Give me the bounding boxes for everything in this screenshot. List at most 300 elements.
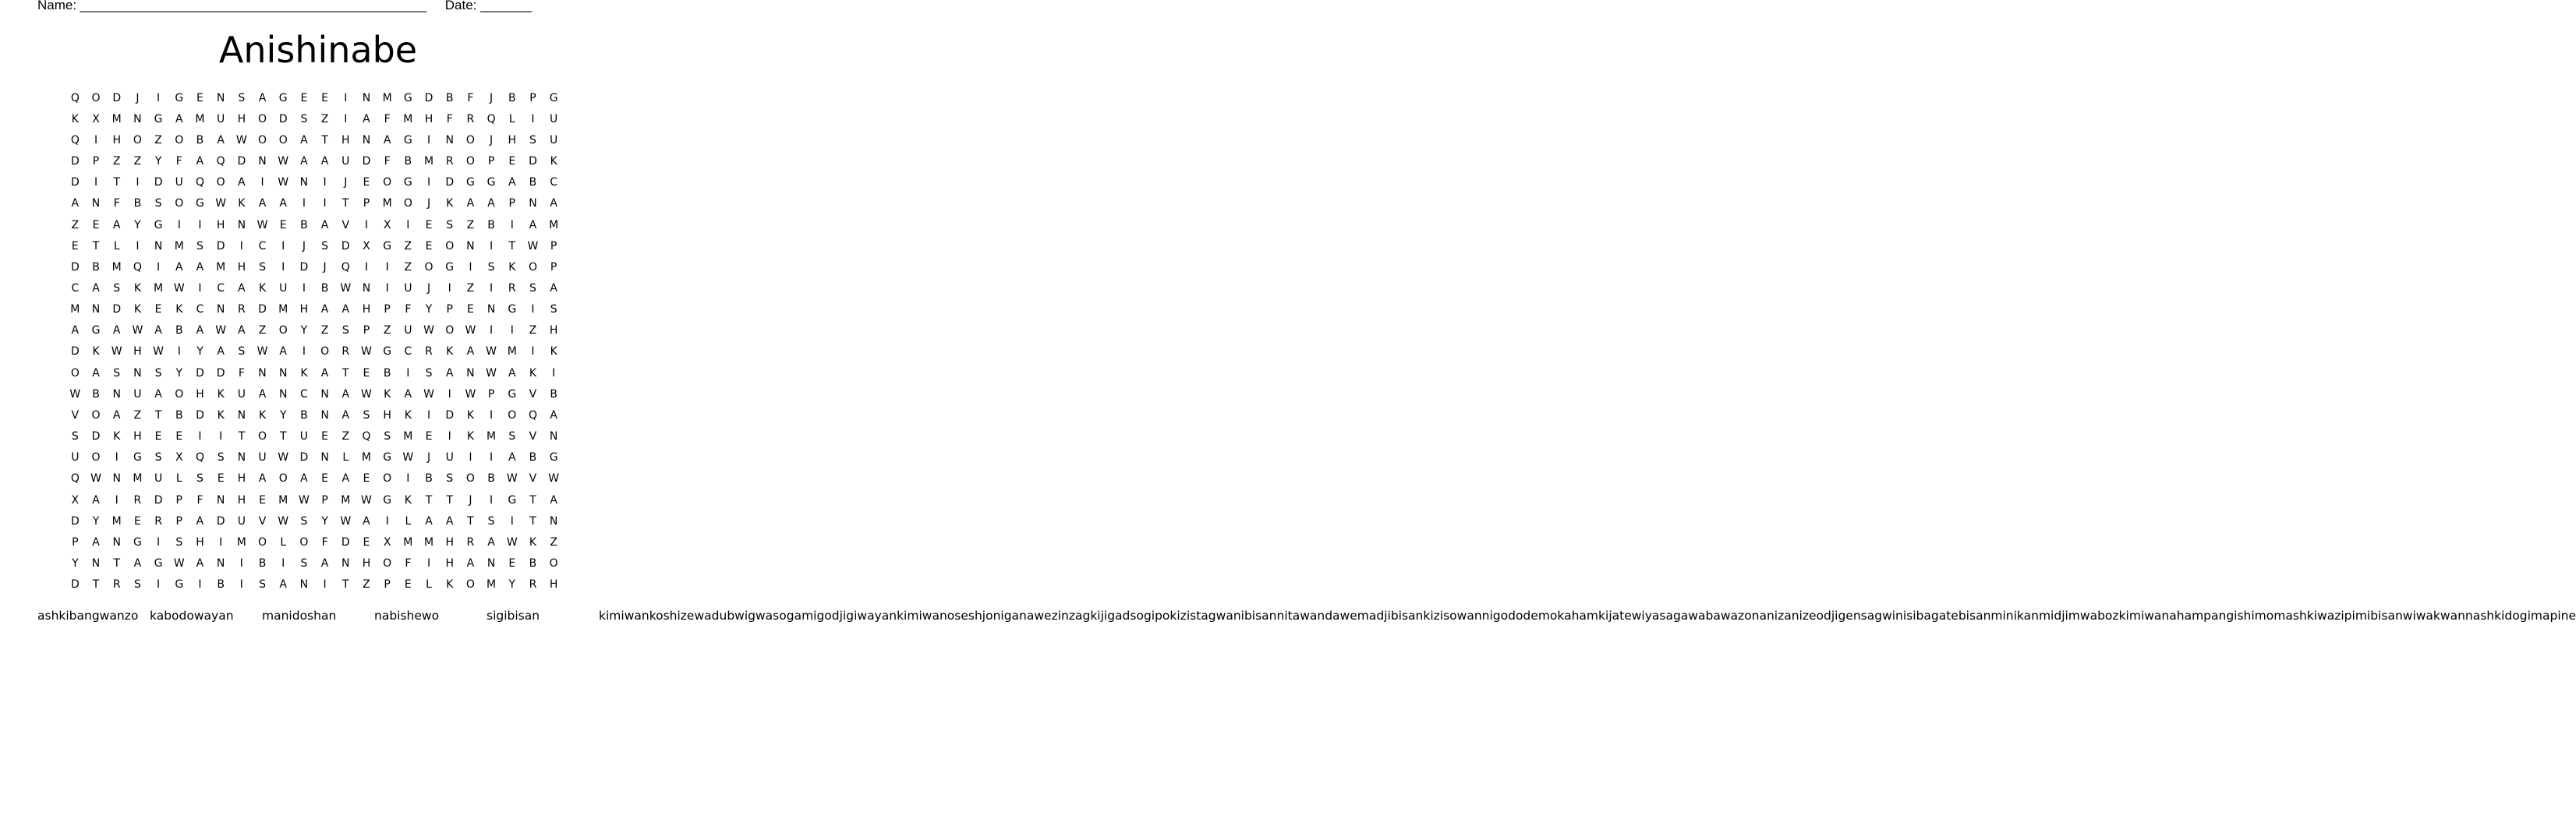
grid-cell: M xyxy=(111,260,122,274)
grid-cell: W xyxy=(257,345,268,359)
grid-cell: R xyxy=(154,514,162,528)
grid-cell: Y xyxy=(196,345,203,359)
grid-cell: B xyxy=(196,133,204,147)
grid-cell: H xyxy=(196,535,204,549)
grid-cell: I xyxy=(219,535,223,549)
grid-cell: W xyxy=(423,324,434,337)
grid-cell: A xyxy=(341,303,350,316)
grid-cell: A xyxy=(92,366,100,380)
grid-cell: X xyxy=(363,239,370,253)
grid-cell: I xyxy=(510,514,514,528)
grid-cell: L xyxy=(508,112,515,125)
grid-cell: N xyxy=(154,239,163,253)
grid-cell: A xyxy=(112,324,121,337)
grid-cell: S xyxy=(238,345,246,359)
grid-cell: J xyxy=(426,451,431,464)
grid-cell: I xyxy=(157,91,161,104)
grid-cell: Y xyxy=(154,155,162,168)
grid-cell: A xyxy=(550,493,557,507)
grid-cell: N xyxy=(258,155,267,168)
grid-cell: T xyxy=(113,557,120,570)
grid-cell: W xyxy=(257,218,268,231)
grid-cell: H xyxy=(237,112,246,125)
word-item: nashkid xyxy=(2465,609,2513,623)
grid-cell: I xyxy=(385,281,389,295)
grid-cell: O xyxy=(216,176,225,189)
word-item: kabodowayan xyxy=(150,609,234,623)
letter-grid xyxy=(65,87,564,595)
grid-cell: Z xyxy=(550,535,557,549)
grid-cell: S xyxy=(446,218,454,231)
grid-cell: I xyxy=(323,578,327,592)
grid-cell: T xyxy=(529,493,536,507)
grid-cell: K xyxy=(217,408,225,422)
grid-cell: W xyxy=(465,387,476,401)
grid-cell: R xyxy=(508,281,516,295)
grid-cell: N xyxy=(549,514,558,528)
grid-cell: G xyxy=(403,91,412,104)
grid-cell: O xyxy=(258,133,267,147)
grid-cell: K xyxy=(384,387,391,401)
grid-cell: O xyxy=(424,260,433,274)
grid-cell: A xyxy=(320,557,329,570)
grid-cell: W xyxy=(361,387,372,401)
grid-cell: I xyxy=(94,133,98,147)
grid-cell: I xyxy=(115,451,119,464)
word-item: awezinzag xyxy=(1026,609,1091,623)
grid-cell: F xyxy=(405,557,412,570)
grid-cell: L xyxy=(426,578,432,592)
grid-cell: I xyxy=(490,408,494,422)
grid-cell: P xyxy=(363,324,370,337)
grid-cell: A xyxy=(320,366,329,380)
grid-cell: A xyxy=(238,324,246,337)
grid-cell: T xyxy=(342,578,349,592)
grid-cell: Y xyxy=(72,557,79,570)
grid-cell: E xyxy=(71,239,79,253)
grid-cell: O xyxy=(278,472,288,486)
grid-cell: O xyxy=(133,133,142,147)
grid-cell: W xyxy=(423,387,434,401)
word-item: shjonigan xyxy=(968,609,1027,623)
grid-cell: U xyxy=(258,451,267,464)
grid-cell: S xyxy=(71,430,79,443)
word-item: minikan xyxy=(1990,609,2039,623)
word-item: mokaham xyxy=(1537,609,1599,623)
grid-cell: J xyxy=(136,91,140,104)
grid-cell: F xyxy=(238,366,245,380)
word-item: nigodode xyxy=(1481,609,1538,623)
grid-cell: M xyxy=(133,472,143,486)
grid-cell: C xyxy=(258,239,267,253)
word-item: sigibisan xyxy=(487,609,540,623)
word-item: wiwakwan xyxy=(2402,609,2465,623)
grid-cell: Q xyxy=(70,472,80,486)
word-item: pine xyxy=(2549,609,2576,623)
word-item: manidoshan xyxy=(262,609,337,623)
grid-cell: X xyxy=(71,493,80,507)
grid-cell: V xyxy=(529,430,537,443)
grid-cell: A xyxy=(550,197,557,210)
word-item: kizisowan xyxy=(1423,609,1482,623)
grid-cell: M xyxy=(216,260,226,274)
grid-cell: G xyxy=(175,578,184,592)
word-item: midjim xyxy=(2038,609,2080,623)
grid-cell: Y xyxy=(175,366,183,380)
grid-cell: V xyxy=(529,472,537,486)
word-item: kimiwanaham xyxy=(2118,609,2204,623)
grid-cell: S xyxy=(550,303,557,316)
grid-cell: E xyxy=(279,218,287,231)
grid-cell: M xyxy=(278,493,288,507)
grid-cell: G xyxy=(383,493,392,507)
grid-cell: N xyxy=(91,197,101,210)
grid-cell: S xyxy=(341,324,349,337)
grid-cell: M xyxy=(174,239,184,253)
grid-cell: U xyxy=(404,324,412,337)
grid-cell: I xyxy=(531,303,535,316)
grid-cell: H xyxy=(341,133,350,147)
grid-cell: W xyxy=(132,324,143,337)
grid-cell: Z xyxy=(341,430,350,443)
grid-cell: S xyxy=(300,112,308,125)
grid-cell: K xyxy=(529,535,537,549)
grid-cell: K xyxy=(550,345,557,359)
grid-cell: I xyxy=(385,514,389,528)
grid-cell: C xyxy=(217,281,225,295)
grid-cell: I xyxy=(198,281,202,295)
grid-cell: G xyxy=(91,324,101,337)
grid-cell: E xyxy=(508,557,516,570)
grid-cell: W xyxy=(278,451,289,464)
grid-cell: W xyxy=(506,535,518,549)
grid-cell: G xyxy=(133,451,142,464)
grid-cell: K xyxy=(446,578,454,592)
grid-cell: A xyxy=(196,557,204,570)
grid-cell: A xyxy=(112,408,121,422)
grid-cell: D xyxy=(112,91,122,104)
grid-cell: E xyxy=(196,91,203,104)
grid-cell: R xyxy=(466,112,475,125)
word-item: nanizanize xyxy=(1751,609,1817,623)
grid-cell: O xyxy=(383,557,392,570)
grid-cell: A xyxy=(196,324,204,337)
grid-cell: H xyxy=(445,557,454,570)
grid-cell: O xyxy=(91,408,101,422)
grid-cell: P xyxy=(92,155,100,168)
grid-cell: K xyxy=(300,366,308,380)
grid-cell: O xyxy=(278,133,288,147)
grid-cell: I xyxy=(239,239,243,253)
grid-cell: G xyxy=(175,91,184,104)
grid-cell: W xyxy=(69,387,81,401)
grid-cell: A xyxy=(217,133,225,147)
grid-cell: X xyxy=(383,218,391,231)
grid-cell: F xyxy=(113,197,120,210)
grid-cell: N xyxy=(112,535,121,549)
grid-cell: U xyxy=(237,387,246,401)
grid-cell: R xyxy=(466,535,475,549)
word-item: waboz xyxy=(2079,609,2119,623)
grid-cell: C xyxy=(71,281,80,295)
grid-cell: A xyxy=(508,366,516,380)
grid-cell: R xyxy=(425,345,433,359)
grid-cell: K xyxy=(446,345,454,359)
grid-cell: G xyxy=(154,218,163,231)
grid-cell: W xyxy=(361,345,372,359)
page-title: Anishinabe xyxy=(218,29,418,71)
grid-cell: F xyxy=(196,493,203,507)
grid-cell: Z xyxy=(363,578,370,592)
grid-cell: W xyxy=(90,472,101,486)
grid-cell: G xyxy=(154,557,163,570)
grid-cell: A xyxy=(258,472,267,486)
grid-cell: I xyxy=(260,176,264,189)
grid-cell: H xyxy=(383,408,391,422)
grid-cell: A xyxy=(404,387,412,401)
grid-cell: N xyxy=(237,218,246,231)
grid-cell: K xyxy=(133,303,141,316)
grid-cell: V xyxy=(341,218,350,231)
grid-cell: B xyxy=(133,197,142,210)
grid-cell: S xyxy=(259,260,266,274)
grid-cell: K xyxy=(508,260,516,274)
grid-cell: I xyxy=(490,281,494,295)
grid-cell: S xyxy=(321,239,329,253)
grid-cell: I xyxy=(426,408,431,422)
grid-cell: Y xyxy=(300,324,308,337)
grid-cell: R xyxy=(445,155,454,168)
grid-cell: K xyxy=(113,430,121,443)
grid-cell: I xyxy=(323,197,327,210)
grid-cell: T xyxy=(279,430,287,443)
grid-cell: B xyxy=(404,155,412,168)
grid-cell: O xyxy=(320,345,330,359)
grid-cell: E xyxy=(404,578,412,592)
grid-cell: N xyxy=(529,197,537,210)
word-item: ashkibangwanzo xyxy=(37,609,139,623)
grid-cell: J xyxy=(426,281,431,295)
grid-cell: D xyxy=(529,155,537,168)
grid-cell: R xyxy=(237,303,246,316)
grid-cell: A xyxy=(550,408,557,422)
grid-cell: B xyxy=(175,324,183,337)
grid-cell: Y xyxy=(92,514,100,528)
grid-cell: A xyxy=(175,112,183,125)
grid-cell: A xyxy=(112,218,121,231)
grid-cell: A xyxy=(341,472,350,486)
word-item: madjibisan xyxy=(1357,609,1424,623)
grid-cell: I xyxy=(177,345,181,359)
grid-cell: A xyxy=(258,197,267,210)
grid-cell: M xyxy=(549,218,559,231)
grid-cell: M xyxy=(403,430,413,443)
word-item: odjigiwayan xyxy=(824,609,897,623)
word-item: odjigensag xyxy=(1816,609,1883,623)
grid-cell: A xyxy=(300,472,308,486)
grid-cell: Z xyxy=(466,218,475,231)
grid-cell: I xyxy=(115,493,119,507)
grid-cell: A xyxy=(71,324,80,337)
grid-cell: W xyxy=(215,197,227,210)
grid-cell: K xyxy=(175,303,183,316)
grid-cell: K xyxy=(466,430,474,443)
grid-cell: D xyxy=(299,451,309,464)
grid-cell: M xyxy=(154,281,164,295)
grid-cell: Z xyxy=(258,324,267,337)
grid-cell: E xyxy=(92,218,100,231)
grid-cell: Q xyxy=(70,133,80,147)
grid-cell: O xyxy=(175,197,184,210)
grid-cell: D xyxy=(196,366,204,380)
grid-cell: L xyxy=(342,451,349,464)
grid-cell: W xyxy=(486,345,497,359)
grid-cell: U xyxy=(133,387,142,401)
grid-cell: S xyxy=(487,514,495,528)
grid-cell: B xyxy=(487,218,495,231)
grid-cell: G xyxy=(403,133,412,147)
grid-cell: A xyxy=(363,514,370,528)
grid-cell: K xyxy=(258,281,267,295)
grid-cell: Q xyxy=(528,408,537,422)
grid-cell: G xyxy=(133,535,142,549)
grid-cell: Z xyxy=(383,324,391,337)
grid-cell: T xyxy=(529,514,536,528)
grid-cell: I xyxy=(219,430,223,443)
grid-cell: F xyxy=(175,155,182,168)
grid-cell: T xyxy=(342,197,349,210)
grid-cell: D xyxy=(278,112,288,125)
grid-cell: I xyxy=(552,366,556,380)
grid-cell: B xyxy=(508,91,516,104)
grid-cell: H xyxy=(133,345,142,359)
grid-cell: W xyxy=(527,239,539,253)
grid-cell: S xyxy=(529,281,536,295)
grid-cell: R xyxy=(341,345,350,359)
grid-cell: N xyxy=(362,133,371,147)
word-item: pangishimo xyxy=(2203,609,2274,623)
grid-cell: P xyxy=(175,514,182,528)
grid-cell: A xyxy=(154,387,162,401)
grid-cell: N xyxy=(91,303,101,316)
grid-cell: G xyxy=(508,387,517,401)
grid-cell: Y xyxy=(134,218,141,231)
grid-cell: E xyxy=(154,303,162,316)
grid-cell: S xyxy=(154,451,162,464)
grid-cell: A xyxy=(466,557,475,570)
grid-cell: W xyxy=(153,345,165,359)
grid-cell: J xyxy=(469,493,472,507)
grid-cell: F xyxy=(384,112,391,125)
grid-cell: A xyxy=(487,197,495,210)
grid-cell: G xyxy=(383,345,392,359)
grid-cell: H xyxy=(508,133,517,147)
word-item: agawabawazo xyxy=(1665,609,1752,623)
grid-cell: E xyxy=(363,176,370,189)
grid-cell: K xyxy=(133,281,141,295)
grid-cell: P xyxy=(72,535,79,549)
grid-cell: A xyxy=(466,345,475,359)
word-item: pimibisan xyxy=(2344,609,2403,623)
grid-cell: B xyxy=(550,387,557,401)
grid-cell: A xyxy=(341,408,350,422)
grid-cell: P xyxy=(508,197,515,210)
grid-cell: F xyxy=(405,303,412,316)
grid-cell: G xyxy=(278,91,288,104)
grid-cell: T xyxy=(342,366,349,380)
grid-cell: R xyxy=(529,578,537,592)
grid-cell: B xyxy=(425,472,433,486)
grid-cell: K xyxy=(529,366,537,380)
grid-cell: D xyxy=(154,493,163,507)
grid-cell: T xyxy=(446,493,453,507)
word-item: wiyas xyxy=(1631,609,1666,623)
grid-cell: W xyxy=(173,557,185,570)
grid-cell: G xyxy=(508,303,517,316)
grid-cell: W xyxy=(548,472,560,486)
grid-cell: D xyxy=(70,514,80,528)
grid-cell: N xyxy=(299,578,309,592)
grid-cell: E xyxy=(217,472,225,486)
grid-cell: D xyxy=(237,155,246,168)
grid-cell: N xyxy=(487,303,496,316)
grid-cell: P xyxy=(550,239,557,253)
grid-cell: G xyxy=(508,493,517,507)
grid-cell: A xyxy=(92,281,100,295)
grid-cell: I xyxy=(510,218,514,231)
grid-cell: U xyxy=(175,176,183,189)
grid-cell: P xyxy=(363,197,370,210)
grid-cell: G xyxy=(549,91,558,104)
grid-cell: W xyxy=(506,472,518,486)
grid-cell: X xyxy=(175,451,183,464)
grid-cell: O xyxy=(278,324,288,337)
grid-cell: S xyxy=(384,430,391,443)
grid-cell: N xyxy=(112,472,121,486)
grid-cell: A xyxy=(196,155,204,168)
word-bank xyxy=(37,607,2576,624)
grid-cell: O xyxy=(70,366,80,380)
grid-cell: V xyxy=(258,514,267,528)
grid-cell: P xyxy=(487,155,495,168)
word-item: nabishewo xyxy=(374,609,440,623)
grid-cell: T xyxy=(113,176,120,189)
grid-cell: I xyxy=(136,176,140,189)
grid-cell: O xyxy=(91,91,101,104)
grid-cell: W xyxy=(173,281,185,295)
grid-cell: I xyxy=(531,112,535,125)
grid-cell: A xyxy=(445,366,454,380)
grid-cell: Q xyxy=(487,112,496,125)
grid-cell: Z xyxy=(133,408,142,422)
grid-cell: J xyxy=(344,176,348,189)
grid-cell: U xyxy=(404,281,412,295)
grid-cell: N xyxy=(112,387,121,401)
grid-cell: S xyxy=(154,197,162,210)
grid-cell: N xyxy=(341,557,350,570)
grid-cell: E xyxy=(321,430,329,443)
grid-cell: G xyxy=(196,197,204,210)
grid-cell: D xyxy=(216,366,225,380)
grid-cell: U xyxy=(550,112,558,125)
grid-cell: B xyxy=(529,557,537,570)
grid-cell: M xyxy=(361,451,372,464)
grid-cell: M xyxy=(382,91,392,104)
grid-cell: D xyxy=(70,578,80,592)
grid-cell: I xyxy=(302,197,306,210)
grid-cell: D xyxy=(445,176,455,189)
grid-cell: B xyxy=(529,176,537,189)
